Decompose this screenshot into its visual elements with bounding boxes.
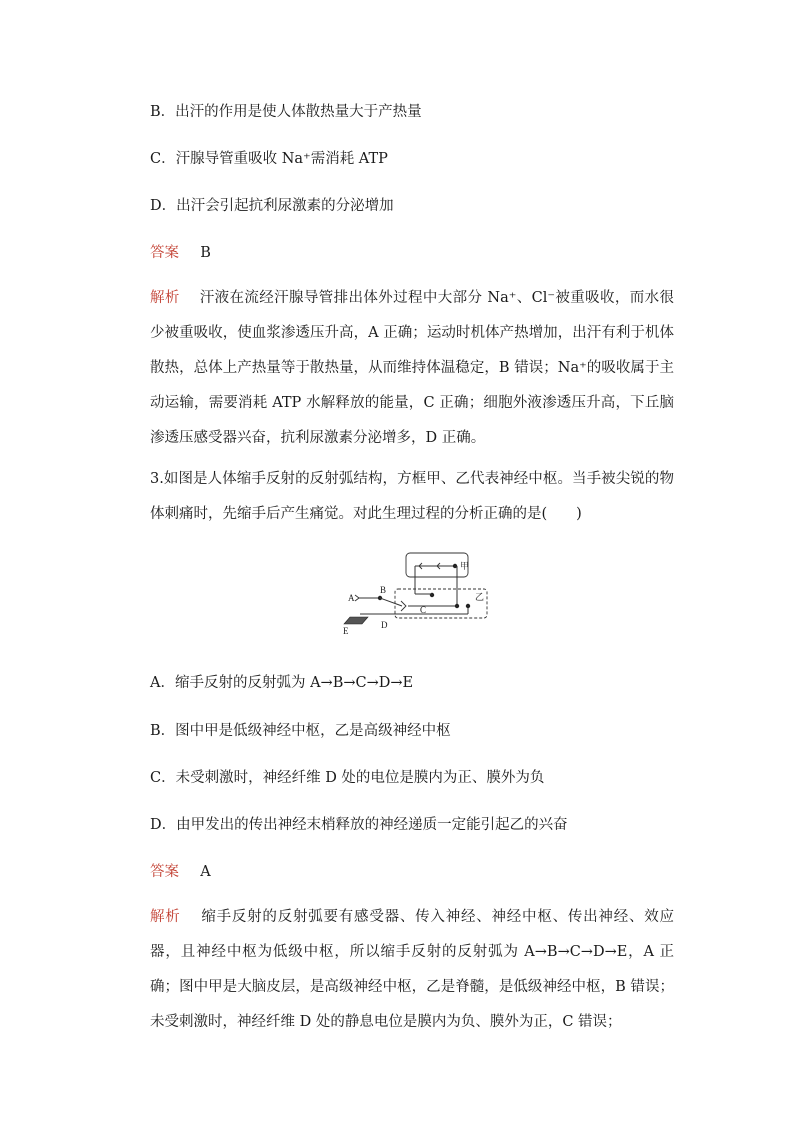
answer-value: A: [200, 864, 211, 880]
answer-label: 答案: [150, 864, 179, 880]
label-a: A: [348, 593, 355, 603]
center-dot: [430, 593, 434, 597]
reflex-arc-diagram: [340, 548, 492, 640]
label-e: E: [343, 626, 349, 636]
afferent-line-2: [380, 598, 402, 606]
analysis-label: 解析: [150, 909, 181, 925]
q3-analysis: [150, 900, 674, 1040]
label-c: C: [420, 605, 427, 615]
motor-dot: [466, 604, 470, 608]
q2-option-b: B．出汗的作用是使人体散热量大于产热量: [150, 104, 422, 120]
q3-option-c: C．未受刺激时，神经纤维 D 处的电位是膜内为正、膜外为负: [150, 770, 545, 786]
label-b: B: [380, 585, 387, 595]
analysis-label: 解析: [150, 290, 180, 306]
q3-option-a: A．缩手反射的反射弧为 A→B→C→D→E: [150, 675, 414, 691]
interneuron-dot: [455, 604, 459, 608]
afferent-arrow: [355, 595, 359, 601]
answer-label: 答案: [150, 245, 179, 261]
q2-analysis: [150, 281, 674, 456]
analysis-text: 汗液在流经汗腺导管排出体外过程中大部分 Na⁺、Cl⁻被重吸收，而水很少被重吸收，使血浆渗透压升高，A 正确；运动时机体产热增加，出汗有利于机体散热，总体上产热量等于散热量，从而维持体温稳定，B 错误；Na⁺的吸收属于主动运输，需要消耗 ATP 水解释放的能量，C 正确；细胞外液渗透压升高，下丘脑渗透压感受器兴奋，抗利尿激素分泌增多，D 正确。: [150, 290, 675, 446]
q3-stem: 3.如图是人体缩手反射的反射弧结构，方框甲、乙代表神经中枢。当手被尖锐的物体刺痛时，先缩手后产生痛觉。对此生理过程的分析正确的是( ): [150, 471, 674, 522]
q2-option-c: C．汗腺导管重吸收 Na⁺需消耗 ATP: [150, 151, 388, 167]
q3-option-d: D．由甲发出的传出神经末梢释放的神经递质一定能引起乙的兴奋: [150, 817, 568, 833]
q3-answer: [150, 860, 211, 881]
effector-shape: [344, 617, 368, 624]
q2-option-d: D．出汗会引起抗利尿激素的分泌增加: [150, 198, 394, 214]
q3-option-b: B．图中甲是低级神经中枢，乙是高级神经中枢: [150, 723, 451, 739]
label-d: D: [381, 620, 388, 630]
q2-answer: [150, 241, 211, 262]
analysis-text: 缩手反射的反射弧要有感受器、传入神经、神经中枢、传出神经、效应器，且神经中枢为低级中枢，所以缩手反射的反射弧为 A→B→C→D→E，A 正确；图中甲是大脑皮层，是高级神经中枢，乙是脊髓，是低级神经中枢，B 错误；未受刺激时，神经纤维 D 处的静息电位是膜内为负、膜外为正，C 错误；: [150, 909, 675, 1030]
label-jia: 甲: [460, 561, 470, 571]
label-yi: 乙: [475, 592, 485, 602]
answer-value: B: [200, 245, 211, 261]
